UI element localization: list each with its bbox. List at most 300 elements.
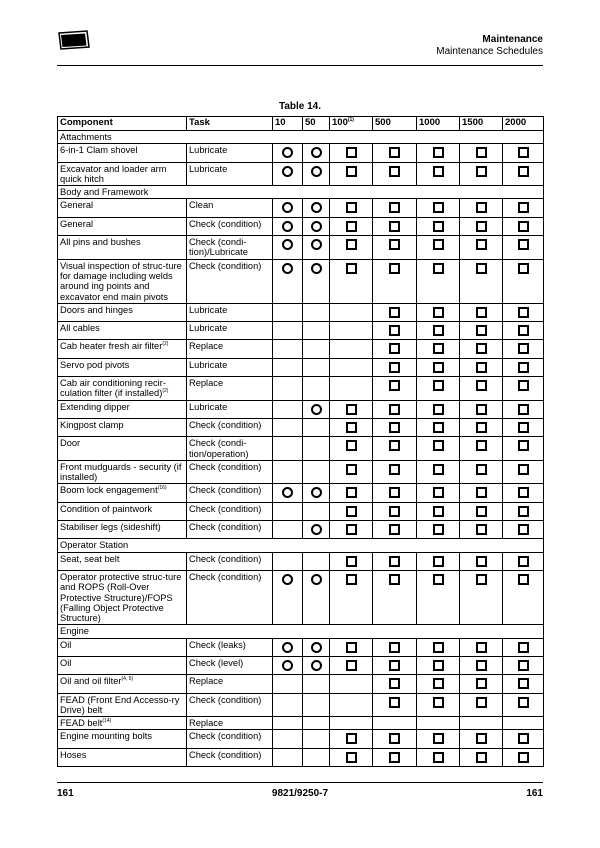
interval-cell <box>303 552 330 570</box>
interval-cell <box>330 199 373 217</box>
interval-cell <box>303 322 330 340</box>
interval-cell <box>303 717 330 730</box>
square-mark-icon <box>389 380 400 391</box>
component-cell <box>58 675 187 693</box>
square-mark-icon <box>476 487 487 498</box>
circle-mark-icon <box>282 263 293 274</box>
square-mark-icon <box>346 487 357 498</box>
task-cell: Lubricate <box>187 144 273 162</box>
square-mark-icon <box>433 263 444 274</box>
interval-cell <box>273 162 303 186</box>
component-cell <box>58 259 187 303</box>
table-row <box>58 418 544 436</box>
task-cell: Replace <box>187 717 273 730</box>
interval-cell <box>503 570 544 624</box>
interval-cell <box>330 144 373 162</box>
interval-cell <box>303 502 330 520</box>
header-divider <box>57 65 543 66</box>
square-mark-icon <box>433 752 444 763</box>
interval-cell <box>303 259 330 303</box>
interval-cell <box>417 340 460 358</box>
component-cell <box>58 358 187 376</box>
interval-cell <box>417 303 460 321</box>
interval-cell <box>460 418 503 436</box>
square-mark-icon <box>389 202 400 213</box>
square-mark-icon <box>518 487 529 498</box>
interval-cell <box>273 460 303 484</box>
interval-cell <box>460 217 503 235</box>
interval-cell <box>303 675 330 693</box>
interval-cell <box>460 675 503 693</box>
interval-cell <box>330 570 373 624</box>
component-text: Oil <box>60 657 72 668</box>
interval-cell <box>373 552 417 570</box>
task-cell: Lubricate <box>187 322 273 340</box>
task-cell: Check (level) <box>187 656 273 674</box>
square-mark-icon <box>346 506 357 517</box>
header-interval-10: 10 <box>273 117 303 131</box>
interval-cell <box>273 748 303 766</box>
component-text: Oil <box>60 639 72 650</box>
square-mark-icon <box>433 362 444 373</box>
square-mark-icon <box>389 660 400 671</box>
square-mark-icon <box>433 422 444 433</box>
square-mark-icon <box>518 464 529 475</box>
table-row <box>58 570 544 624</box>
interval-cell <box>417 217 460 235</box>
interval-cell <box>460 748 503 766</box>
interval-cell <box>330 638 373 656</box>
maintenance-schedule-table <box>57 116 544 767</box>
component-cell <box>58 199 187 217</box>
interval-cell <box>417 400 460 418</box>
interval-cell <box>330 502 373 520</box>
interval-cell <box>330 484 373 502</box>
interval-cell <box>373 303 417 321</box>
component-text: General <box>60 218 94 229</box>
square-mark-icon <box>476 362 487 373</box>
interval-cell <box>303 748 330 766</box>
square-mark-icon <box>389 239 400 250</box>
square-mark-icon <box>476 697 487 708</box>
interval-cell <box>273 259 303 303</box>
interval-cell <box>460 340 503 358</box>
component-cell <box>58 656 187 674</box>
task-cell: Check (condition) <box>187 730 273 748</box>
task-cell: Check (condition) <box>187 460 273 484</box>
square-mark-icon <box>518 362 529 373</box>
square-mark-icon <box>476 556 487 567</box>
square-mark-icon <box>389 642 400 653</box>
component-cell <box>58 418 187 436</box>
table-row <box>58 460 544 484</box>
interval-cell <box>273 418 303 436</box>
interval-cell <box>303 236 330 260</box>
interval-cell <box>373 322 417 340</box>
interval-cell <box>417 502 460 520</box>
jcb-logo <box>56 30 90 50</box>
square-mark-icon <box>389 166 400 177</box>
square-mark-icon <box>476 202 487 213</box>
square-mark-icon <box>476 380 487 391</box>
table-row <box>58 400 544 418</box>
component-text: All cables <box>60 323 100 334</box>
square-mark-icon <box>346 733 357 744</box>
circle-mark-icon <box>282 239 293 250</box>
component-text: Kingpost clamp <box>60 419 124 430</box>
interval-cell <box>373 502 417 520</box>
circle-mark-icon <box>311 221 322 232</box>
square-mark-icon <box>389 464 400 475</box>
interval-cell <box>330 217 373 235</box>
square-mark-icon <box>518 380 529 391</box>
document-number: 9821/9250-7 <box>271 788 329 799</box>
square-mark-icon <box>433 697 444 708</box>
square-mark-icon <box>433 678 444 689</box>
table-row <box>58 322 544 340</box>
square-mark-icon <box>346 221 357 232</box>
component-text: All pins and bushes <box>60 237 141 248</box>
interval-cell <box>373 437 417 461</box>
square-mark-icon <box>476 506 487 517</box>
interval-cell <box>503 259 544 303</box>
square-mark-icon <box>346 752 357 763</box>
interval-cell <box>330 656 373 674</box>
interval-cell <box>417 322 460 340</box>
square-mark-icon <box>433 440 444 451</box>
task-cell: Lubricate <box>187 162 273 186</box>
square-mark-icon <box>518 343 529 354</box>
table-row <box>58 377 544 401</box>
interval-cell <box>330 717 373 730</box>
square-mark-icon <box>433 404 444 415</box>
task-cell: Lubricate <box>187 400 273 418</box>
component-text: Boom lock engagement <box>60 485 158 496</box>
square-mark-icon <box>518 524 529 535</box>
table-row <box>58 303 544 321</box>
footnote-ref: (2) <box>162 388 169 395</box>
interval-cell <box>460 693 503 717</box>
circle-mark-icon <box>311 524 322 535</box>
component-cell <box>58 460 187 484</box>
interval-cell <box>303 217 330 235</box>
interval-cell <box>503 638 544 656</box>
page-number-right: 161 <box>526 788 543 799</box>
square-mark-icon <box>389 574 400 585</box>
square-mark-icon <box>346 464 357 475</box>
square-mark-icon <box>389 440 400 451</box>
interval-cell <box>503 303 544 321</box>
square-mark-icon <box>346 166 357 177</box>
interval-cell <box>373 162 417 186</box>
component-cell <box>58 322 187 340</box>
task-cell: Check (condition) <box>187 521 273 539</box>
interval-cell <box>417 144 460 162</box>
table-row <box>58 656 544 674</box>
square-mark-icon <box>389 556 400 567</box>
interval-cell <box>503 460 544 484</box>
square-mark-icon <box>518 166 529 177</box>
square-mark-icon <box>346 404 357 415</box>
component-cell <box>58 502 187 520</box>
interval-cell <box>460 162 503 186</box>
interval-cell <box>373 217 417 235</box>
table-row <box>58 437 544 461</box>
interval-cell <box>417 748 460 766</box>
square-mark-icon <box>389 733 400 744</box>
square-mark-icon <box>389 221 400 232</box>
interval-cell <box>460 552 503 570</box>
circle-mark-icon <box>311 166 322 177</box>
interval-cell <box>303 656 330 674</box>
interval-cell <box>273 656 303 674</box>
interval-cell <box>503 717 544 730</box>
square-mark-icon <box>433 464 444 475</box>
interval-cell <box>273 322 303 340</box>
interval-cell <box>503 162 544 186</box>
component-text: FEAD belt <box>60 718 103 729</box>
component-text: Operator protective struc-ture and ROPS (Roll-Over Protective Structure)/FOPS (Falling Object Protective Structure) <box>60 571 182 624</box>
circle-mark-icon <box>311 263 322 274</box>
interval-cell <box>330 675 373 693</box>
square-mark-icon <box>389 263 400 274</box>
interval-cell <box>373 717 417 730</box>
interval-cell <box>373 199 417 217</box>
square-mark-icon <box>433 506 444 517</box>
interval-cell <box>503 730 544 748</box>
interval-cell <box>503 656 544 674</box>
interval-cell <box>330 340 373 358</box>
interval-cell <box>330 162 373 186</box>
interval-cell <box>503 484 544 502</box>
interval-cell <box>460 358 503 376</box>
interval-cell <box>417 521 460 539</box>
square-mark-icon <box>476 221 487 232</box>
square-mark-icon <box>346 524 357 535</box>
component-cell <box>58 144 187 162</box>
section-row <box>58 539 544 552</box>
table-row <box>58 693 544 717</box>
interval-cell <box>330 236 373 260</box>
square-mark-icon <box>389 487 400 498</box>
header-component: Component <box>58 117 187 131</box>
table-row <box>58 521 544 539</box>
header-interval-50: 50 <box>303 117 330 131</box>
interval-cell <box>503 236 544 260</box>
section-row <box>58 131 544 144</box>
component-text: Stabiliser legs (sideshift) <box>60 522 161 533</box>
interval-cell <box>373 358 417 376</box>
component-text: Cab air conditioning recir-culation filter (if installed) <box>60 378 166 399</box>
square-mark-icon <box>389 422 400 433</box>
square-mark-icon <box>476 166 487 177</box>
interval-cell <box>460 236 503 260</box>
interval-cell <box>330 693 373 717</box>
interval-cell <box>460 484 503 502</box>
square-mark-icon <box>476 422 487 433</box>
interval-cell <box>373 377 417 401</box>
square-mark-icon <box>518 325 529 336</box>
square-mark-icon <box>476 440 487 451</box>
interval-cell <box>373 484 417 502</box>
square-mark-icon <box>433 343 444 354</box>
interval-cell <box>373 730 417 748</box>
square-mark-icon <box>389 678 400 689</box>
section-title: Maintenance <box>482 34 543 45</box>
task-cell: Check (condition) <box>187 552 273 570</box>
square-mark-icon <box>518 574 529 585</box>
square-mark-icon <box>518 556 529 567</box>
circle-mark-icon <box>282 221 293 232</box>
component-cell <box>58 400 187 418</box>
square-mark-icon <box>518 660 529 671</box>
component-text: Condition of paintwork <box>60 503 152 514</box>
square-mark-icon <box>433 380 444 391</box>
square-mark-icon <box>433 733 444 744</box>
square-mark-icon <box>476 524 487 535</box>
interval-cell <box>373 521 417 539</box>
square-mark-icon <box>518 239 529 250</box>
square-mark-icon <box>476 263 487 274</box>
table-row <box>58 638 544 656</box>
square-mark-icon <box>476 404 487 415</box>
interval-cell <box>417 259 460 303</box>
interval-cell <box>503 552 544 570</box>
footnote-ref: (4, 5) <box>121 676 134 683</box>
component-text: 6-in-1 Clam shovel <box>60 145 138 156</box>
table-row <box>58 484 544 502</box>
square-mark-icon <box>346 574 357 585</box>
square-mark-icon <box>389 506 400 517</box>
task-cell: Lubricate <box>187 303 273 321</box>
circle-mark-icon <box>311 147 322 158</box>
interval-cell <box>460 322 503 340</box>
interval-cell <box>417 162 460 186</box>
interval-cell <box>460 400 503 418</box>
interval-cell <box>503 748 544 766</box>
table-row <box>58 236 544 260</box>
interval-cell <box>273 377 303 401</box>
task-cell: Check (condition) <box>187 748 273 766</box>
interval-cell <box>330 552 373 570</box>
circle-mark-icon <box>282 166 293 177</box>
interval-cell <box>503 418 544 436</box>
header-interval-1000: 1000 <box>417 117 460 131</box>
circle-mark-icon <box>282 642 293 653</box>
interval-cell <box>373 638 417 656</box>
component-text: Seat, seat belt <box>60 553 120 564</box>
component-cell <box>58 484 187 502</box>
section-subtitle: Maintenance Schedules <box>436 46 543 57</box>
square-mark-icon <box>433 147 444 158</box>
component-text: Servo pod pivots <box>60 359 130 370</box>
square-mark-icon <box>346 660 357 671</box>
interval-cell <box>330 259 373 303</box>
square-mark-icon <box>476 239 487 250</box>
square-mark-icon <box>518 263 529 274</box>
interval-cell <box>503 358 544 376</box>
interval-cell <box>373 418 417 436</box>
square-mark-icon <box>518 678 529 689</box>
interval-cell <box>303 484 330 502</box>
square-mark-icon <box>518 752 529 763</box>
square-mark-icon <box>389 404 400 415</box>
interval-cell <box>273 303 303 321</box>
interval-cell <box>460 717 503 730</box>
interval-cell <box>460 377 503 401</box>
table-row <box>58 552 544 570</box>
interval-cell <box>417 717 460 730</box>
square-mark-icon <box>389 343 400 354</box>
square-mark-icon <box>389 697 400 708</box>
interval-cell <box>303 358 330 376</box>
interval-cell <box>417 460 460 484</box>
interval-cell <box>273 144 303 162</box>
square-mark-icon <box>518 642 529 653</box>
footnote-ref: (14) <box>102 718 112 725</box>
component-cell <box>58 748 187 766</box>
interval-cell <box>273 570 303 624</box>
circle-mark-icon <box>311 574 322 585</box>
component-text: Visual inspection of struc-ture for damage including welds around ing points and excavator end main pivots <box>60 260 182 302</box>
component-cell <box>58 570 187 624</box>
task-cell: Lubricate <box>187 358 273 376</box>
interval-cell <box>303 638 330 656</box>
interval-cell <box>373 675 417 693</box>
table-row <box>58 162 544 186</box>
table-row <box>58 199 544 217</box>
interval-cell <box>303 340 330 358</box>
interval-cell <box>373 693 417 717</box>
interval-cell <box>373 259 417 303</box>
interval-cell <box>273 484 303 502</box>
interval-cell <box>417 484 460 502</box>
square-mark-icon <box>389 362 400 373</box>
interval-cell <box>303 418 330 436</box>
table-row <box>58 675 544 693</box>
header-interval-2000: 2000 <box>503 117 544 131</box>
square-mark-icon <box>518 422 529 433</box>
component-text: Cab heater fresh air filter <box>60 341 163 352</box>
component-cell <box>58 638 187 656</box>
square-mark-icon <box>433 221 444 232</box>
circle-mark-icon <box>311 202 322 213</box>
square-mark-icon <box>389 752 400 763</box>
square-mark-icon <box>518 202 529 213</box>
interval-cell <box>373 748 417 766</box>
table-row <box>58 730 544 748</box>
interval-cell <box>330 437 373 461</box>
interval-cell <box>303 460 330 484</box>
interval-cell <box>503 340 544 358</box>
interval-cell <box>460 730 503 748</box>
table-row <box>58 358 544 376</box>
interval-cell <box>460 144 503 162</box>
interval-cell <box>303 730 330 748</box>
interval-cell <box>373 340 417 358</box>
interval-cell <box>417 377 460 401</box>
interval-cell <box>417 199 460 217</box>
square-mark-icon <box>518 733 529 744</box>
interval-cell <box>373 570 417 624</box>
interval-cell <box>503 693 544 717</box>
circle-mark-icon <box>311 487 322 498</box>
interval-cell <box>330 730 373 748</box>
interval-cell <box>303 570 330 624</box>
square-mark-icon <box>476 147 487 158</box>
table-row <box>58 502 544 520</box>
interval-cell <box>273 358 303 376</box>
